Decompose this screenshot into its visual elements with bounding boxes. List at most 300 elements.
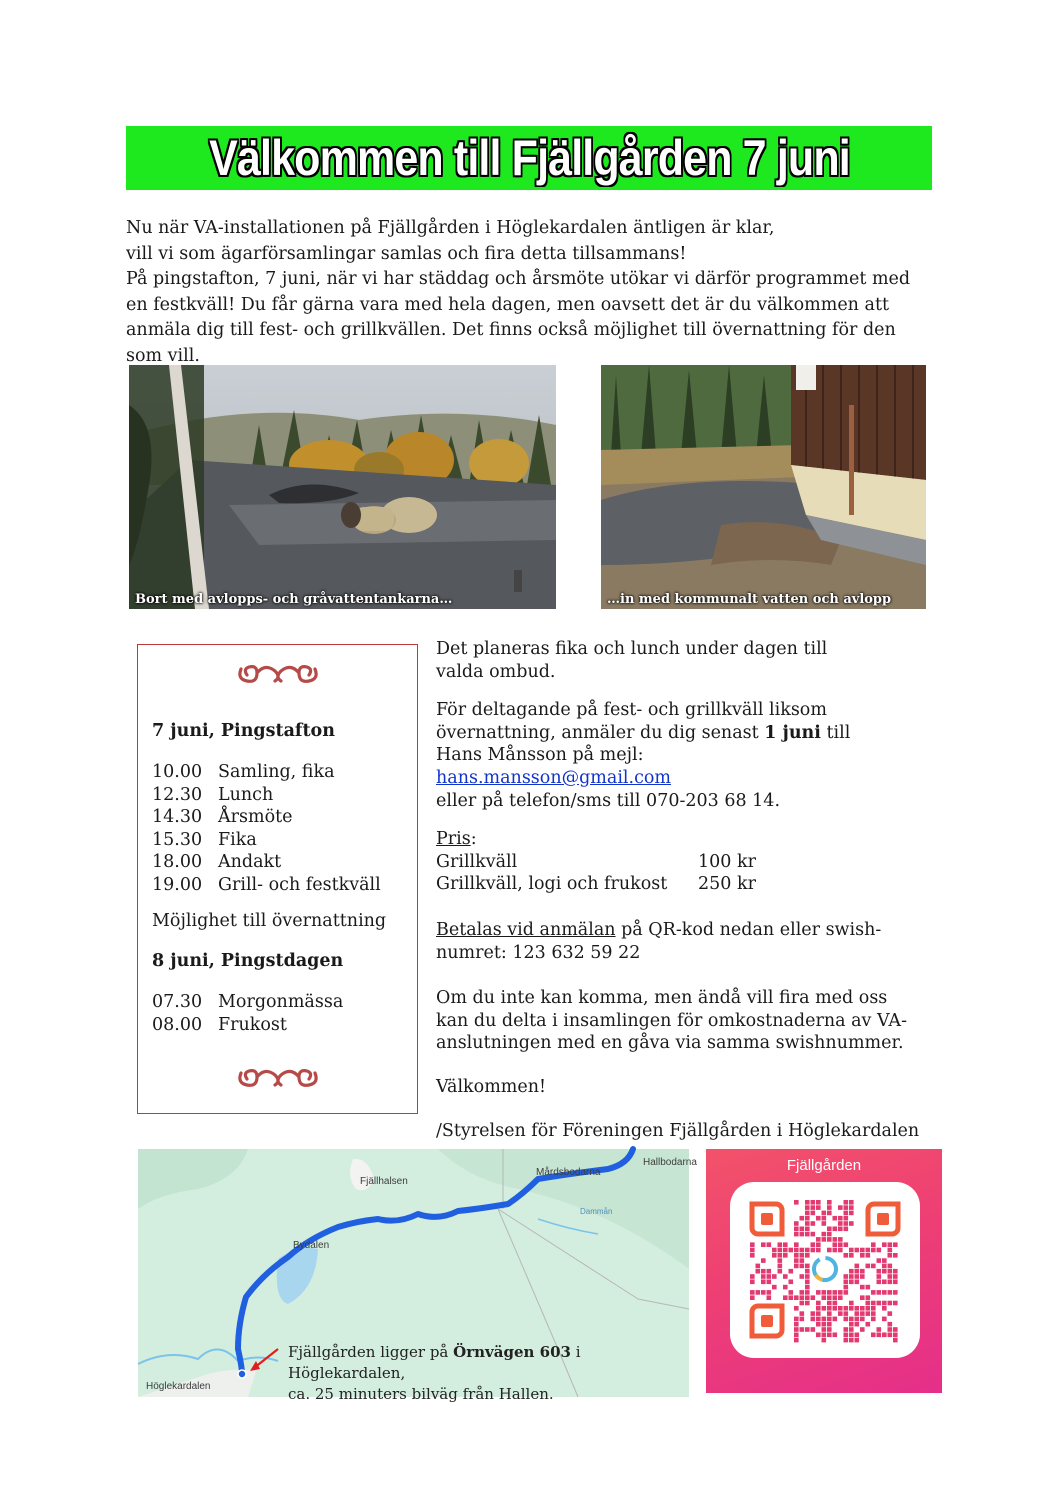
info-registration: För deltagande på fest- och grillkväll liksom övernattning, anmäler du dig senast 1 juni till Hans Månsson på mejl: hans.mansson@gmail.com eller på telefon/sms till 070-203 68 14. [436,700,851,811]
qr-module [833,1227,838,1232]
qr-module [877,1333,882,1338]
welcome-text: Välkommen! [436,1076,547,1097]
qr-module [772,1248,777,1253]
qr-module [844,1338,849,1343]
photo-tanks-caption: Bort med avlopps- och gråvattentankarna… [135,592,453,607]
qr-module [794,1242,799,1247]
qr-module [833,1242,838,1247]
info-column [436,638,936,1142]
qr-module [783,1274,788,1279]
qr-module [794,1333,799,1338]
qr-module [816,1322,821,1327]
qr-module [888,1333,893,1338]
qr-module [827,1301,832,1306]
qr-module [844,1311,849,1316]
qr-module [772,1285,777,1290]
qr-module [805,1280,810,1285]
qr-module [888,1274,893,1279]
qr-module [805,1327,810,1332]
qr-module [855,1322,860,1327]
qr-title: Fjällgården [786,1157,862,1174]
qr-module [833,1237,838,1242]
qr-module [871,1242,876,1247]
qr-module [838,1216,843,1221]
qr-module [822,1290,827,1295]
qr-module [811,1295,816,1300]
qr-module [789,1280,794,1285]
qr-module [855,1280,860,1285]
qr-module [844,1333,849,1338]
qr-module [811,1327,816,1332]
qr-module [772,1274,777,1279]
page-title: Välkommen till Fjällgården 7 juni [208,130,850,186]
qr-module [893,1290,898,1295]
qr-module [800,1232,805,1237]
qr-module [800,1227,805,1232]
qr-module [794,1200,799,1205]
qr-module [805,1232,810,1237]
qr-module [822,1327,827,1332]
donation-info: Om du inte kan komma, men ändå vill fira med oss kan du delta i insamlingen för omkostnaderna av VA-anslutningen med en gåva via samma swishnummer. [436,988,907,1054]
schedule-row: 10.00 Samling, fika [152,762,335,782]
overnight-note: Möjlighet till övernattning [152,911,387,931]
qr-module [849,1269,854,1274]
qr-module [783,1242,788,1247]
intro-text [126,216,956,369]
qr-module [833,1248,838,1253]
qr-module [822,1237,827,1242]
qr-module [756,1264,761,1269]
qr-module [805,1269,810,1274]
qr-module [827,1227,832,1232]
qr-module [822,1338,827,1343]
qr-module [767,1242,772,1247]
qr-module [822,1322,827,1327]
qr-module [761,1280,766,1285]
qr-module [838,1311,843,1316]
swish-qr-panel [706,1149,942,1393]
qr-module [877,1269,882,1274]
qr-module [761,1290,766,1295]
qr-module [866,1264,871,1269]
address: Örnvägen 603 [453,1343,571,1361]
qr-module [794,1258,799,1263]
qr-module [794,1248,799,1253]
ornament-top-icon [138,659,417,697]
qr-module [816,1205,821,1210]
qr-module [800,1301,805,1306]
qr-module [827,1248,832,1253]
payment-info: Betalas vid anmälan på QR-kod nedan eller swish-numret: 123 632 59 22 [436,919,882,963]
email-link[interactable]: hans.mansson@gmail.com [436,767,672,788]
qr-module [789,1295,794,1300]
qr-module [794,1264,799,1269]
qr-module [778,1253,783,1258]
qr-module [860,1285,865,1290]
qr-module [750,1274,755,1279]
qr-module [893,1274,898,1279]
qr-module [800,1274,805,1279]
qr-module [855,1306,860,1311]
map-label-hallbodarna: Hallbodarna [643,1157,697,1168]
qr-module [882,1264,887,1269]
qr-module [827,1295,832,1300]
qr-module [893,1338,898,1343]
qr-module [827,1311,832,1316]
qr-module [805,1221,810,1226]
qr-module [750,1248,755,1253]
qr-module [805,1200,810,1205]
qr-module [855,1269,860,1274]
qr-module [844,1306,849,1311]
deadline: 1 juni [764,722,821,743]
qr-module [816,1237,821,1242]
qr-module [877,1274,882,1279]
price-row: Grillkväll, logi och frukost 250 kr [436,874,756,895]
qr-module [849,1205,854,1210]
qr-module [838,1248,843,1253]
qr-module [761,1242,766,1247]
qr-module [767,1295,772,1300]
qr-module [816,1216,821,1221]
schedule-row: 19.00 Grill- och festkväll [152,874,381,895]
qr-module [877,1290,882,1295]
qr-module [849,1253,854,1258]
qr-module [822,1221,827,1226]
program-box [137,644,418,1114]
qr-module [855,1311,860,1316]
qr-module [800,1216,805,1221]
qr-module [750,1280,755,1285]
qr-module [844,1327,849,1332]
qr-module [877,1301,882,1306]
qr-module [805,1227,810,1232]
qr-module [800,1264,805,1269]
qr-module [767,1274,772,1279]
qr-module [761,1274,766,1279]
price-row: Grillkväll 100 kr [436,851,756,872]
qr-module [860,1274,865,1279]
qr-module [838,1237,843,1242]
schedule-row: 18.00 Andakt [152,852,282,873]
qr-module [805,1253,810,1258]
qr-module [844,1274,849,1279]
qr-module [888,1242,893,1247]
qr-module [816,1200,821,1205]
qr-module [822,1216,827,1221]
qr-module [827,1322,832,1327]
qr-module [767,1290,772,1295]
qr-code-card[interactable] [730,1182,920,1358]
qr-module [838,1205,843,1210]
qr-module [805,1290,810,1295]
qr-module [838,1295,843,1300]
qr-module [772,1253,777,1258]
qr-module [849,1274,854,1279]
qr-code-icon [730,1182,920,1358]
qr-module [866,1248,871,1253]
title-banner [126,126,932,190]
qr-module [882,1258,887,1263]
qr-module [811,1311,816,1316]
qr-module [805,1301,810,1306]
qr-module [893,1242,898,1247]
qr-module [882,1306,887,1311]
qr-module [833,1301,838,1306]
qr-module [882,1333,887,1338]
qr-module [888,1269,893,1274]
qr-module [827,1232,832,1237]
qr-module [849,1221,854,1226]
map-note: Fjällgården ligger på Örnvägen 603 i Höglekardalen, ca. 25 minuters bilväg från Hallen. [288,1343,581,1403]
qr-module [761,1258,766,1263]
qr-module [822,1306,827,1311]
qr-module [794,1306,799,1311]
qr-module [811,1221,816,1226]
qr-module [849,1280,854,1285]
qr-module [756,1290,761,1295]
qr-module [783,1248,788,1253]
day1-heading: 7 juni, Pingstafton [152,721,335,741]
qr-module [871,1264,876,1269]
qr-module [827,1211,832,1216]
day2-schedule [152,991,343,1036]
qr-module [794,1253,799,1258]
qr-module [860,1248,865,1253]
qr-module [750,1242,755,1247]
qr-module [794,1227,799,1232]
qr-module [833,1216,838,1221]
qr-module [844,1317,849,1322]
qr-module [794,1338,799,1343]
qr-module [860,1306,865,1311]
qr-module [855,1248,860,1253]
qr-module [805,1211,810,1216]
qr-module [811,1205,816,1210]
intro-line-2: vill vi som ägarförsamlingar samlas och fira detta tillsammans! [126,243,687,264]
qr-module [844,1253,849,1258]
qr-module [811,1232,816,1237]
qr-module [844,1216,849,1221]
qr-module [816,1333,821,1338]
qr-module [778,1264,783,1269]
qr-module [827,1306,832,1311]
schedule-row: 07.30 Morgonmässa [152,992,344,1012]
qr-module [888,1264,893,1269]
qr-module [871,1317,876,1322]
qr-module [882,1269,887,1274]
qr-module [871,1301,876,1306]
qr-module [860,1327,865,1332]
qr-module [811,1211,816,1216]
qr-module [783,1253,788,1258]
qr-module [778,1242,783,1247]
qr-module [882,1301,887,1306]
qr-module [778,1269,783,1274]
qr-module [800,1311,805,1316]
qr-module [849,1327,854,1332]
qr-module [838,1227,843,1232]
price-heading: Pris: [436,829,477,850]
qr-module [822,1317,827,1322]
qr-module [789,1248,794,1253]
qr-module [827,1237,832,1242]
qr-module [838,1221,843,1226]
qr-module [893,1253,898,1258]
qr-module [888,1290,893,1295]
qr-module [805,1248,810,1253]
map-label-bydalen: Bydalen [293,1240,330,1251]
qr-module [833,1290,838,1295]
qr-module [866,1322,871,1327]
qr-module [816,1290,821,1295]
qr-module [855,1317,860,1322]
qr-module [800,1327,805,1332]
photo-tanks [129,365,556,609]
qr-module [811,1248,816,1253]
schedule-row: 12.30 Lunch [152,784,274,805]
qr-module [893,1327,898,1332]
qr-module [888,1301,893,1306]
qr-module [750,1290,755,1295]
qr-module [849,1200,854,1205]
qr-module [893,1301,898,1306]
schedule-row: 08.00 Frukost [152,1014,287,1035]
qr-module [805,1285,810,1290]
qr-module [855,1338,860,1343]
qr-module [816,1306,821,1311]
qr-module [816,1248,821,1253]
qr-module [888,1248,893,1253]
qr-module [877,1280,882,1285]
qr-module [783,1295,788,1300]
qr-module [860,1311,865,1316]
qr-module [849,1301,854,1306]
qr-module [844,1200,849,1205]
qr-module [816,1242,821,1247]
qr-module [893,1269,898,1274]
qr-module [844,1280,849,1285]
qr-module [849,1333,854,1338]
qr-module [866,1311,871,1316]
qr-module [750,1295,755,1300]
qr-module [871,1248,876,1253]
photo-building-caption: …in med kommunalt vatten och avlopp [607,592,892,607]
qr-module [811,1200,816,1205]
schedule-row: 14.30 Årsmöte [152,807,293,828]
qr-module [844,1285,849,1290]
qr-module [783,1285,788,1290]
signature: /Styrelsen för Föreningen Fjällgården i Höglekardalen [436,1120,920,1141]
qr-module [833,1333,838,1338]
qr-module [866,1253,871,1258]
qr-module [789,1290,794,1295]
qr-module [822,1211,827,1216]
info-fika-lunch: Det planeras fika och lunch under dagen till valda ombud. [436,639,828,682]
qr-module [871,1311,876,1316]
qr-module [827,1327,832,1332]
qr-module [778,1248,783,1253]
qr-module [838,1290,843,1295]
photo-tanks-image [129,365,556,609]
qr-module [860,1253,865,1258]
qr-module [794,1327,799,1332]
qr-module [827,1200,832,1205]
qr-module [866,1295,871,1300]
qr-module [827,1290,832,1295]
qr-module [882,1242,887,1247]
qr-module [844,1205,849,1210]
qr-module [855,1333,860,1338]
map-label-hoglekardalen: Höglekardalen [146,1381,211,1392]
qr-module [761,1269,766,1274]
intro-line-3: På pingstafton, 7 juni, när vi har städdag och årsmöte utökar vi därför programmet med en festkväll! Du får gärna vara med hela dagen, men oavsett det är du välkommen att anmäla dig till fest- och grillkvällen. Det finns också möjlighet till övernattning för den som vill. [126,269,911,366]
qr-module [849,1322,854,1327]
qr-module [849,1317,854,1322]
qr-module [794,1221,799,1226]
qr-module [800,1290,805,1295]
qr-module [800,1295,805,1300]
qr-module [827,1205,832,1210]
qr-module [882,1280,887,1285]
qr-module [756,1269,761,1274]
qr-module [805,1205,810,1210]
qr-module [811,1242,816,1247]
qr-module [888,1280,893,1285]
qr-module [888,1322,893,1327]
qr-module [871,1306,876,1311]
qr-module [866,1306,871,1311]
qr-module [877,1327,882,1332]
qr-module [794,1295,799,1300]
qr-module [877,1248,882,1253]
qr-module [849,1211,854,1216]
qr-module [888,1253,893,1258]
photo-building-image [601,365,926,609]
qr-module [860,1317,865,1322]
schedule-row: 15.30 Fika [152,829,257,850]
qr-module [882,1290,887,1295]
qr-module [855,1264,860,1269]
photo-building [601,365,926,609]
qr-module [838,1242,843,1247]
qr-module [794,1232,799,1237]
qr-module [800,1253,805,1258]
qr-module [816,1311,821,1316]
qr-module [800,1258,805,1263]
qr-module [877,1258,882,1263]
qr-module [827,1317,832,1322]
qr-module [866,1285,871,1290]
qr-module [822,1232,827,1237]
qr-module [833,1306,838,1311]
qr-module [794,1317,799,1322]
qr-module [844,1227,849,1232]
qr-module [805,1216,810,1221]
qr-module [888,1327,893,1332]
qr-module [816,1301,821,1306]
qr-module [844,1242,849,1247]
qr-module [811,1317,816,1322]
map-label-damman: Dammån [580,1207,613,1216]
qr-module [805,1264,810,1269]
qr-module [844,1211,849,1216]
qr-module [789,1269,794,1274]
qr-module [866,1301,871,1306]
qr-module [893,1333,898,1338]
qr-module [833,1295,838,1300]
qr-module [871,1333,876,1338]
